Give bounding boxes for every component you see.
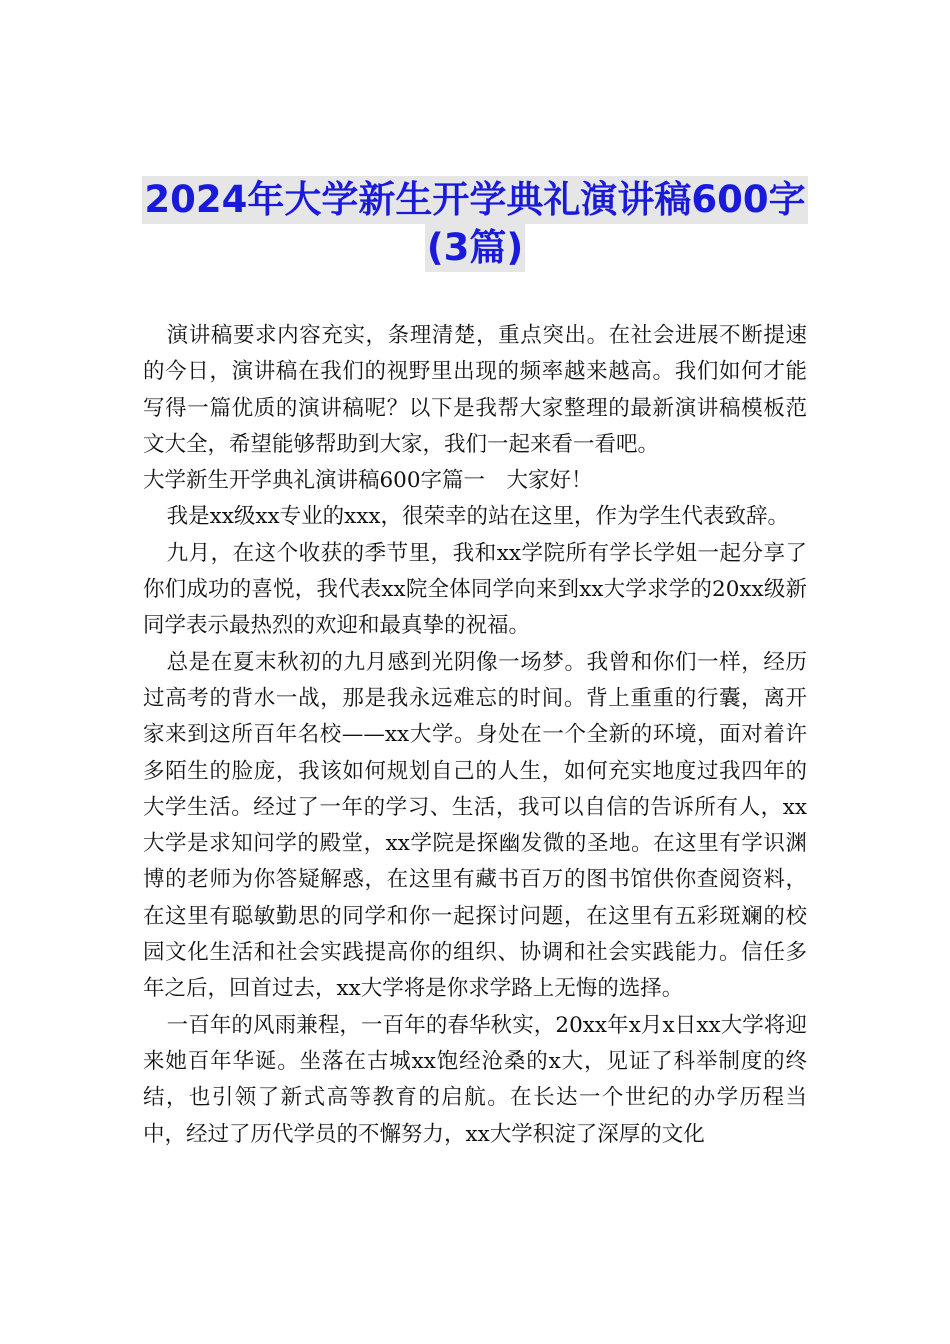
paragraph: 一百年的风雨兼程，一百年的春华秋实，20xx年x月x日xx大学将迎来她百年华诞。坐落在古城xx饱经沧桑的x大，见证了科举制度的终结，也引领了新式高等教育的启航。在长达一个世纪的办学历程当中，经过了历代学员的不懈努力，xx大学积淀了深厚的文化 <box>143 1012 807 1147</box>
document-title <box>0 176 950 272</box>
paragraph: 我是xx级xx专业的xxx，很荣幸的站在这里，作为学生代表致辞。 <box>166 504 790 530</box>
paragraph: 九月，在这个收获的季节里，我和xx学院所有学长学姐一起分享了你们成功的喜悦，我代表xx院全体同学向来到xx大学求学的20xx级新同学表示最热烈的欢迎和最真挚的祝福。 <box>143 540 807 639</box>
title-line-2: (3篇) <box>425 224 526 272</box>
title-line-1: 2024年大学新生开学典礼演讲稿600字 <box>142 176 807 224</box>
section-heading: 大学新生开学典礼演讲稿600字篇一 大家好！ <box>143 468 593 494</box>
document-body <box>143 318 807 1153</box>
paragraph: 总是在夏末秋初的九月感到光阴像一场梦。我曾和你们一样，经历过高考的背水一战，那是我永远难忘的时间。背上重重的行囊，离开家来到这所百年名校——xx大学。身处在一个全新的环境，面对着许多陌生的脸庞，我该如何规划自己的人生，如何充实地度过我四年的大学生活。经过了一年的学习、生活，我可以自信的告诉所有人，xx大学是求知问学的殿堂，xx学院是探幽发微的圣地。在这里有学识渊博的老师为你答疑解惑，在这里有藏书百万的图书馆供你查阅资料，在这里有聪敏勤思的同学和你一起探讨问题，在这里有五彩斑斓的校园文化生活和社会实践提高你的组织、协调和社会实践能力。信任多年之后，回首过去，xx大学将是你求学路上无悔的选择。 <box>143 649 807 1002</box>
paragraph-intro: 演讲稿要求内容充实，条理清楚，重点突出。在社会进展不断提速的今日，演讲稿在我们的视野里出现的频率越来越高。我们如何才能写得一篇优质的演讲稿呢？以下是我帮大家整理的最新演讲稿模板范文大全，希望能够帮助到大家，我们一起来看一看吧。 <box>143 323 807 457</box>
